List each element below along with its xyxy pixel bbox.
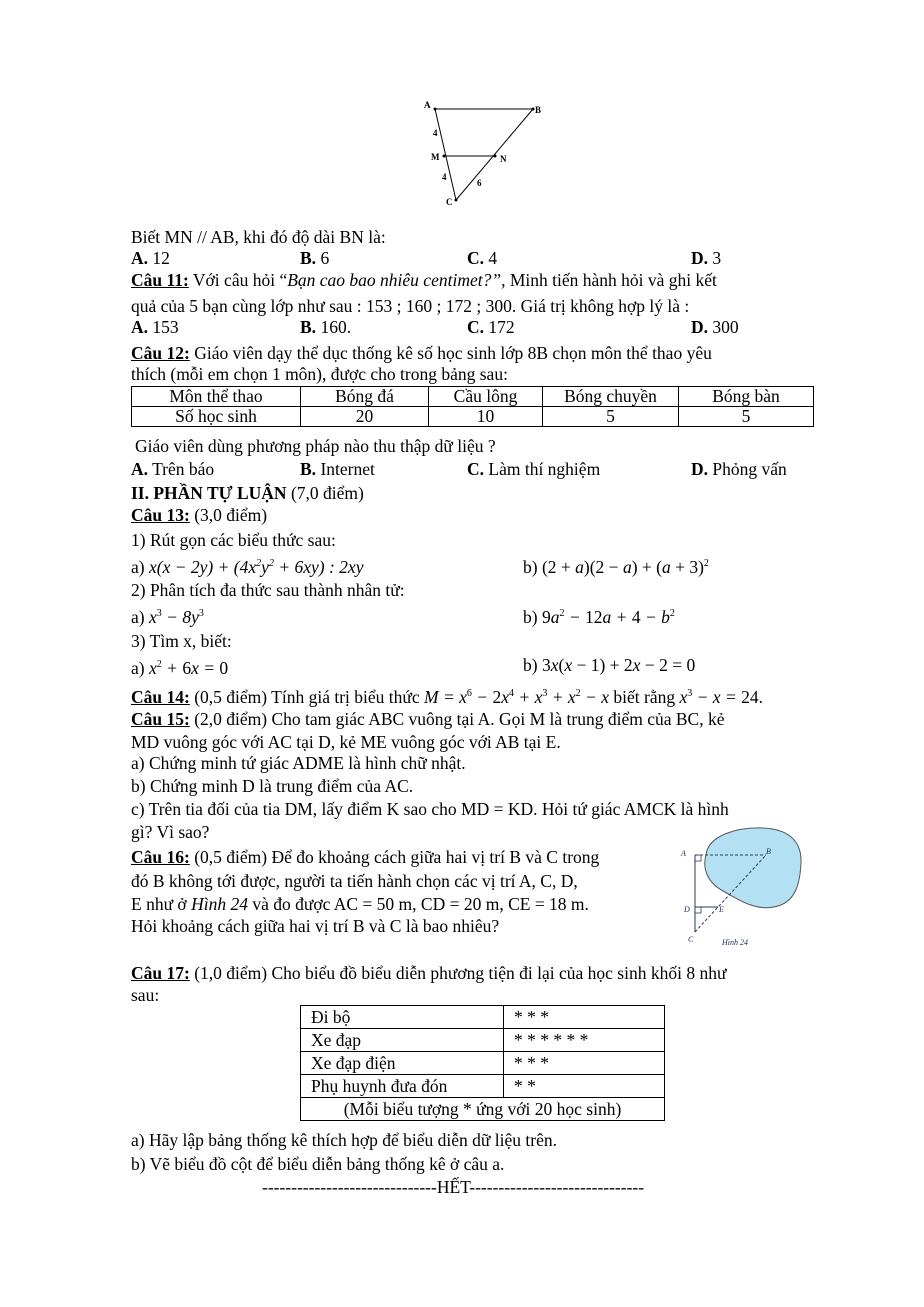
formula-s2b: $9a^2 - 12a + 4 - b^2$: [541, 606, 675, 627]
q10-text: Biết MN // AB, khi đó độ dài BN là:: [131, 227, 386, 247]
table-cell: 20: [301, 407, 429, 427]
q13-heading: Câu 13: (3,0 điểm): [131, 505, 268, 525]
q17-b: b) Vẽ biểu đồ cột để biểu diễn bảng thống kê ở câu a.: [131, 1154, 505, 1174]
lake-label-D: D: [684, 905, 690, 914]
lake-figure: [678, 825, 806, 950]
q15-b: b) Chứng minh D là trung điểm của AC.: [131, 776, 414, 796]
q10-option-a: A. 12: [131, 248, 170, 268]
label-C: C: [446, 197, 453, 207]
q10-option-b: B. 6: [300, 248, 330, 268]
q13-s3b: b) 3x(x − 1) + 2x − 2 = 0: [523, 655, 696, 675]
sports-table: [131, 386, 814, 427]
formula-q14-cond: $x^3 - x = 24$.: [679, 686, 764, 707]
label-M: M: [431, 152, 440, 162]
formula-s3a: $x^2 + 6x = 0$: [148, 657, 229, 678]
table-row: [301, 1075, 665, 1098]
formula-s1b: $(2 + a)(2 - a) + (a + 3)^2$: [541, 556, 709, 577]
q15-c1: c) Trên tia đối của tia DM, lấy điểm K sao cho MD = KD. Hỏi tứ giác AMCK là hình: [131, 799, 729, 819]
table-cell: Số học sinh: [132, 407, 301, 427]
table-cell: 5: [543, 407, 679, 427]
q11-line1: Câu 11: Với câu hỏi “Bạn cao bao nhiêu centimet?”, Minh tiến hành hỏi và ghi kết: [131, 270, 717, 290]
lake-label-B: B: [766, 847, 771, 856]
table-row: [132, 407, 814, 427]
table-cell: 10: [429, 407, 543, 427]
q12-option-b: B. Internet: [300, 459, 375, 479]
q12-line1: Câu 12: Giáo viên dạy thể dục thống kê số học sinh lớp 8B chọn môn thể thao yêu: [131, 343, 712, 363]
table-row: [301, 1006, 665, 1029]
label-cn: 6: [477, 178, 482, 188]
q10-option-d: D. 3: [691, 248, 722, 268]
lake-label-A: A: [681, 849, 686, 858]
table-cell: Phụ huynh đưa đón: [301, 1075, 504, 1098]
q12-question: Giáo viên dùng phương pháp nào thu thập dữ liệu ?: [135, 436, 496, 456]
figure-caption: Hình 24: [722, 938, 748, 947]
table-cell: * * *: [504, 1052, 665, 1075]
q13-s2: 2) Phân tích đa thức sau thành nhân tử:: [131, 580, 405, 600]
table-row: [132, 387, 814, 407]
q15-line2: MD vuông góc với AC tại D, kẻ ME vuông góc với AB tại E.: [131, 732, 561, 752]
q16-line3: E như ở Hình 24 và đo được AC = 50 m, CD = 20 m, CE = 18 m.: [131, 894, 589, 914]
label-mc: 4: [442, 172, 447, 182]
table-row: [301, 1029, 665, 1052]
q11-line2: quả của 5 bạn cùng lớp như sau : 153 ; 160 ; 172 ; 300. Giá trị không hợp lý là :: [131, 296, 690, 316]
table-cell: Bóng chuyền: [543, 387, 679, 407]
table-cell: Môn thể thao: [132, 387, 301, 407]
table-cell: 5: [679, 407, 814, 427]
q12-line2: thích (mỗi em chọn 1 môn), được cho trong bảng sau:: [131, 364, 508, 384]
q13-s2b: b) $9a^2 - 12a + 4 - b^2$: [523, 606, 675, 627]
table-cell: Xe đạp điện: [301, 1052, 504, 1075]
lake-label-C: C: [688, 935, 694, 944]
label-B: B: [535, 105, 542, 115]
triangle-figure: [415, 98, 555, 208]
q15-c2: gì? Vì sao?: [131, 822, 210, 842]
q15-a: a) Chứng minh tứ giác ADME là hình chữ nhật.: [131, 753, 466, 773]
q14-line: Câu 14: (0,5 điểm) Tính giá trị biểu thức $M = x^6 - 2x^4 + x^3 + x^2 - x$ biết rằng $x^3 - x = 24$.: [131, 686, 764, 707]
lake-label-E: E: [719, 905, 724, 914]
table-cell: * *: [504, 1075, 665, 1098]
q13-s3: 3) Tìm x, biết:: [131, 631, 232, 651]
q13-s3a: a) $x^2 + 6x = 0$: [131, 657, 229, 678]
table-cell: * * *: [504, 1006, 665, 1029]
q13-s1: 1) Rút gọn các biểu thức sau:: [131, 530, 336, 550]
q12-option-a: A. Trên báo: [131, 459, 215, 479]
q17-a: a) Hãy lập bảng thống kê thích hợp để biểu diễn dữ liệu trên.: [131, 1130, 557, 1150]
part2-heading: II. PHẦN TỰ LUẬN (7,0 điểm): [131, 483, 364, 503]
q13-s2a: a) $x^3 - 8y^3$: [131, 606, 204, 627]
q17-line1: Câu 17: (1,0 điểm) Cho biểu đồ biểu diễn phương tiện đi lại của học sinh khối 8 như: [131, 963, 727, 983]
q16-line1: Câu 16: (0,5 điểm) Để đo khoảng cách giữa hai vị trí B và C trong: [131, 847, 600, 867]
label-N: N: [500, 154, 507, 164]
q12-option-c: C. Làm thí nghiệm: [467, 459, 601, 479]
label-am: 4: [433, 128, 438, 138]
formula-q14-m: $M = x^6 - 2x^4 + x^3 + x^2 - x$: [424, 686, 609, 707]
table-cell: Xe đạp: [301, 1029, 504, 1052]
q12-option-d: D. Phỏng vấn: [691, 459, 787, 479]
table-cell: Đi bộ: [301, 1006, 504, 1029]
pictogram-table: [300, 1005, 665, 1121]
q16-line4: Hỏi khoảng cách giữa hai vị trí B và C là bao nhiêu?: [131, 916, 500, 936]
q11-option-a: A. 153: [131, 317, 179, 337]
q11-option-c: C. 172: [467, 317, 515, 337]
q13-s1a: a) $x(x - 2y) + (4x^2y^2 + 6xy)$ : 2xy: [131, 556, 364, 577]
q15-line1: Câu 15: (2,0 điểm) Cho tam giác ABC vuông tại A. Gọi M là trung điểm của BC, kẻ: [131, 709, 725, 729]
q11-option-b: B. 160.: [300, 317, 352, 337]
q16-line2: đó B không tới được, người ta tiến hành chọn các vị trí A, C, D,: [131, 871, 578, 891]
table-row: [301, 1098, 665, 1121]
formula-s2a: $x^3 - 8y^3$: [148, 606, 204, 627]
formula-s1a: $x(x - 2y) + (4x^2y^2 + 6xy)$ : 2xy: [148, 556, 364, 577]
table-cell: Bóng bàn: [679, 387, 814, 407]
q11-option-d: D. 300: [691, 317, 739, 337]
label-A: A: [424, 100, 431, 110]
table-row: [301, 1052, 665, 1075]
formula-s3b: 3x(x − 1) + 2x − 2 = 0: [541, 655, 696, 675]
q17-line2: sau:: [131, 985, 160, 1005]
table-note: (Mỗi biểu tượng * ứng với 20 học sinh): [301, 1098, 665, 1121]
table-cell: Cầu lông: [429, 387, 543, 407]
table-cell: Bóng đá: [301, 387, 429, 407]
end-marker: ------------------------------HẾT------------------------------: [262, 1177, 645, 1197]
table-cell: * * * * * *: [504, 1029, 665, 1052]
q13-s1b: b) $(2 + a)(2 - a) + (a + 3)^2$: [523, 556, 709, 577]
q10-option-c: C. 4: [467, 248, 498, 268]
